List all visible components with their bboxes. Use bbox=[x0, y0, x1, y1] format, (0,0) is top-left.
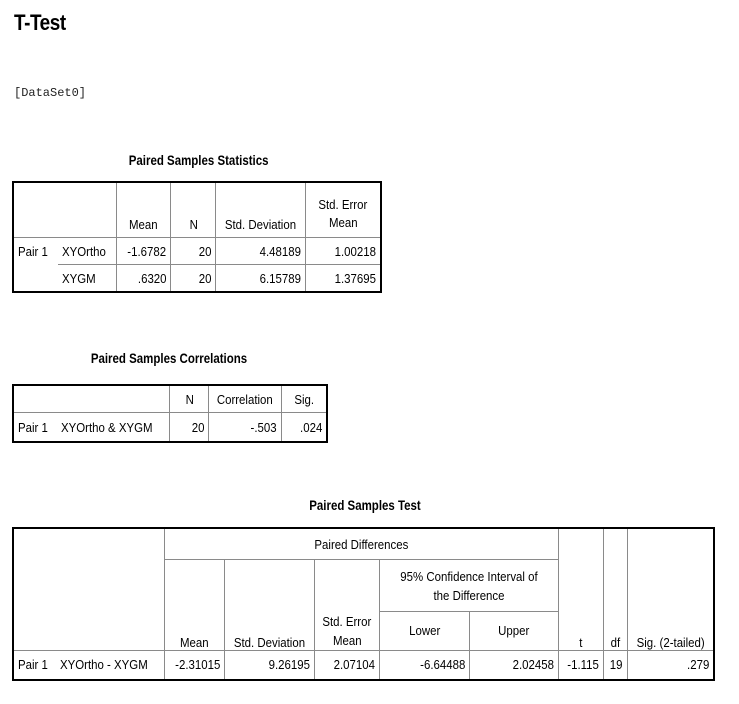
col-n: N bbox=[171, 183, 216, 238]
std-error-header-top bbox=[314, 560, 379, 612]
col-mean: Mean bbox=[164, 612, 224, 651]
col-t: t bbox=[558, 612, 603, 651]
empty-header bbox=[14, 529, 56, 651]
stats-caption: Paired Samples Statistics bbox=[128, 152, 269, 168]
empty-header bbox=[14, 386, 58, 413]
col-std-error-mean: Std. Error Mean bbox=[314, 612, 379, 651]
sig-header-top bbox=[627, 529, 713, 560]
cell-sig: .279 bbox=[627, 650, 713, 679]
empty-header bbox=[56, 529, 164, 651]
cell-mean: .6320 bbox=[116, 265, 171, 292]
pair-label: Pair 1 bbox=[14, 650, 56, 679]
paired-samples-test-table bbox=[13, 528, 714, 680]
cell-sig: .024 bbox=[281, 413, 326, 442]
cell-std-deviation: 6.15789 bbox=[216, 265, 306, 292]
cell-t: -1.115 bbox=[558, 650, 603, 679]
df-header-top bbox=[603, 529, 627, 560]
col-sig: Sig. bbox=[281, 386, 326, 413]
df-header-mid bbox=[603, 560, 627, 612]
cell-mean: -2.31015 bbox=[164, 650, 224, 679]
pair-label: Pair 1 bbox=[14, 413, 58, 442]
ci-header: 95% Confidence Interval of the Difference bbox=[379, 560, 558, 612]
col-upper: Upper bbox=[470, 612, 558, 651]
cell-n: 20 bbox=[171, 238, 216, 265]
cell-n: 20 bbox=[170, 413, 209, 442]
test-caption: Paired Samples Test bbox=[309, 497, 421, 513]
mean-header-top bbox=[164, 560, 224, 612]
col-std-deviation: Std. Deviation bbox=[225, 612, 315, 651]
pair-vars-label: XYOrtho - XYGM bbox=[56, 650, 164, 679]
pair-label: Pair 1 bbox=[14, 238, 58, 265]
col-correlation: Correlation bbox=[209, 386, 282, 413]
pair-label-continuation bbox=[14, 265, 58, 292]
paired-samples-correlations-table bbox=[13, 385, 327, 442]
paired-differences-header: Paired Differences bbox=[164, 529, 558, 560]
empty-header bbox=[58, 183, 116, 238]
col-mean: Mean bbox=[116, 183, 171, 238]
col-n: N bbox=[170, 386, 209, 413]
var-label: XYGM bbox=[58, 265, 116, 292]
page-title: T-Test bbox=[14, 10, 66, 35]
empty-header bbox=[57, 386, 170, 413]
col-std-deviation: Std. Deviation bbox=[216, 183, 306, 238]
cell-mean: -1.6782 bbox=[116, 238, 171, 265]
cell-correlation: -.503 bbox=[209, 413, 282, 442]
empty-header bbox=[14, 183, 58, 238]
corr-caption: Paired Samples Correlations bbox=[90, 350, 248, 366]
col-lower: Lower bbox=[379, 612, 470, 651]
dataset-label: [DataSet0] bbox=[14, 86, 87, 100]
cell-lower: -6.64488 bbox=[379, 650, 470, 679]
cell-n: 20 bbox=[171, 265, 216, 292]
col-sig-2-tailed: Sig. (2-tailed) bbox=[627, 612, 713, 651]
std-dev-header-top bbox=[225, 560, 315, 612]
t-header-top bbox=[558, 529, 603, 560]
pair-vars-label: XYOrtho & XYGM bbox=[57, 413, 170, 442]
cell-std-error: 1.37695 bbox=[306, 265, 381, 292]
cell-upper: 2.02458 bbox=[470, 650, 558, 679]
cell-std-deviation: 9.26195 bbox=[225, 650, 315, 679]
var-label: XYOrtho bbox=[58, 238, 116, 265]
t-header-mid bbox=[558, 560, 603, 612]
paired-samples-statistics-table bbox=[13, 182, 381, 292]
col-std-error-mean: Std. Error Mean bbox=[306, 183, 381, 238]
sig-header-mid bbox=[627, 560, 713, 612]
cell-df: 19 bbox=[603, 650, 627, 679]
cell-std-error: 1.00218 bbox=[306, 238, 381, 265]
col-df: df bbox=[603, 612, 627, 651]
cell-std-error: 2.07104 bbox=[314, 650, 379, 679]
cell-std-deviation: 4.48189 bbox=[216, 238, 306, 265]
